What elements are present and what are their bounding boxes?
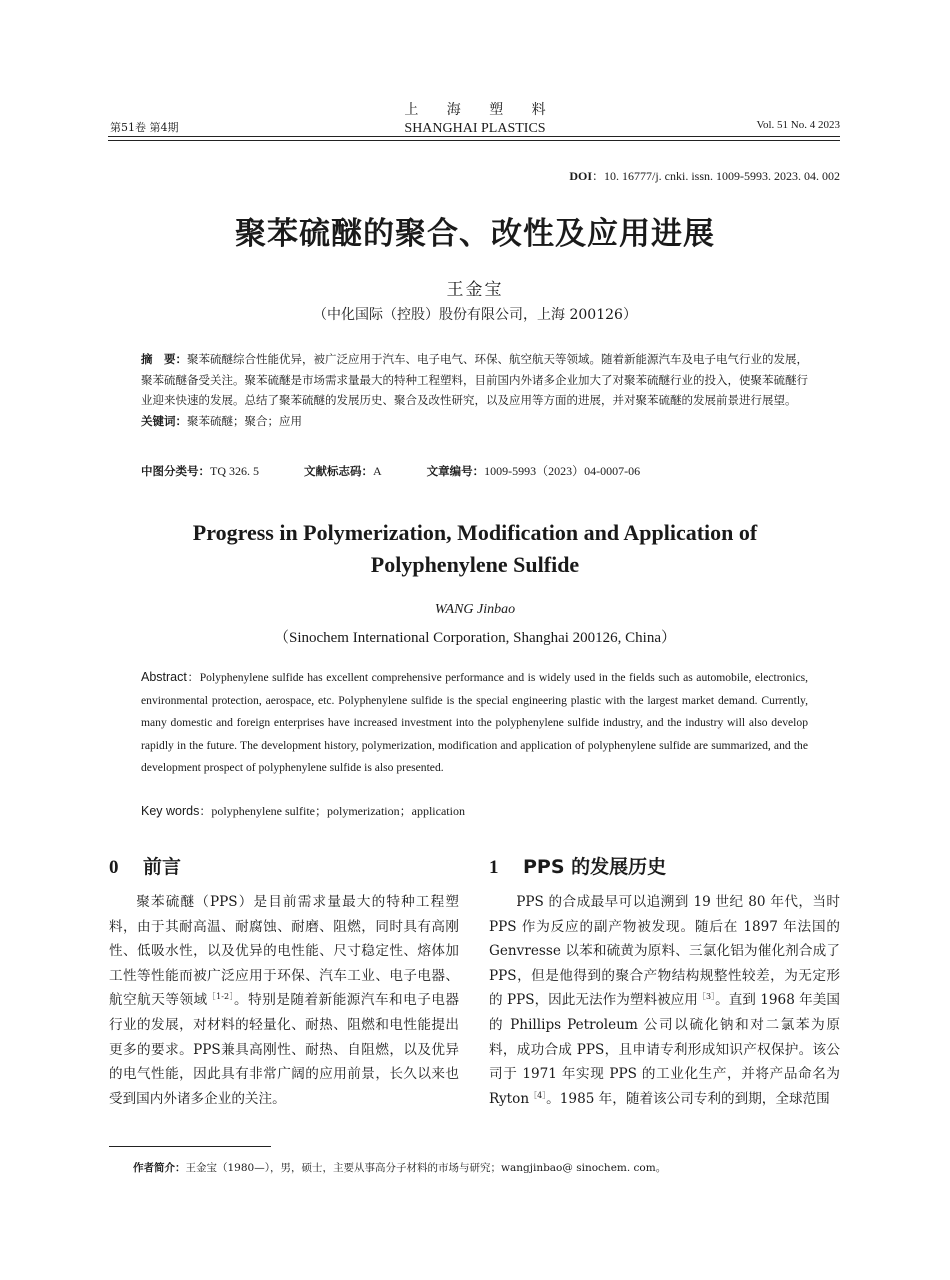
keywords-en-text: ：polyphenylene sulfite；polymerization；application xyxy=(199,804,465,818)
paragraph-text: 。1985 年，随着该公司专利的到期，全球范围 xyxy=(546,1090,830,1107)
article-no-value: 1009-5993（2023）04-0007-06 xyxy=(484,464,641,478)
title-en: Progress in Polymerization, Modification and Application of Polyphenylene Sulfide xyxy=(192,520,758,577)
section-heading-0 xyxy=(109,852,181,879)
classification-line xyxy=(141,462,640,479)
section-number: 1 xyxy=(489,857,499,878)
body-column-right xyxy=(489,890,840,1111)
footnote-label: 作者简介： xyxy=(133,1162,186,1174)
clc-value: TQ 326. 5 xyxy=(210,464,259,478)
abstract-en xyxy=(141,666,808,780)
citation-ref: ［1-2］ xyxy=(207,992,235,1002)
keywords-cn-label: 关键词： xyxy=(141,413,187,428)
paragraph-text: 。直到 1968 年美国的 Phillips Petroleum 公司以硫化钠和对二氯苯为原料，成功合成 PPS，且申请专利形成知识产权保护。该公司于 1971 年实现 PPS 的工业化生产，并将产品命名为 Ryton xyxy=(489,992,841,1107)
journal-name xyxy=(0,99,950,137)
keywords-cn-text: 聚苯硫醚；聚合；应用 xyxy=(187,413,302,428)
journal-name-en: SHANGHAI PLASTICS xyxy=(404,121,546,136)
article-no-label: 文章编号： xyxy=(426,464,485,478)
author-en: WANG Jinbao xyxy=(434,602,516,617)
doi-label: DOI xyxy=(569,169,592,183)
abstract-cn xyxy=(141,349,808,431)
abstract-en-text: ：Polyphenylene sulfide has excellent comprehensive performance and is widely used in the fields such as automobile, electronics, environmental protection, aerospace, etc. Polyphenylene sulfide is the special engineering plastic with the largest market demand. Currently, many domestic and foreign enterprises have increased investment into the polyphenylene sulfide industry, and the industry will also develop rapidly in the future. The development history, polymerization, modification and application of polyphenylene sulfide are summarized, and the development prospect of polyphenylene sulfide is also presented. xyxy=(141,671,808,775)
abstract-cn-label: 摘 要： xyxy=(141,352,187,366)
paragraph-text: 聚苯硫醚（PPS）是目前需求量最大的特种工程塑料，由于其耐高温、耐腐蚀、耐磨、阻燃，同时具有高刚性、低吸水性，以及优异的电性能、尺寸稳定性、熔体加工性等性能而被广泛应用于环保、汽车工业、电子电器、航空航天等领域 xyxy=(109,894,459,1009)
paragraph xyxy=(489,890,840,1111)
citation-ref: ［3］ xyxy=(697,992,716,1002)
affiliation-cn: （中化国际（控股）股份有限公司，上海 200126） xyxy=(313,307,637,323)
keywords-en xyxy=(141,802,465,819)
affiliation-en: （Sinochem International Corporation, Shanghai 200126, China） xyxy=(273,630,677,646)
footnote-author xyxy=(133,1160,666,1175)
body-column-left xyxy=(109,890,459,1111)
doc-code-value: A xyxy=(373,464,382,478)
doc-code-label: 文献标志码： xyxy=(304,464,373,478)
section-title: 前言 xyxy=(143,856,182,878)
header-rule xyxy=(108,136,840,137)
doi xyxy=(569,167,840,184)
paragraph-text: PPS 的合成最早可以追溯到 19 世纪 80 年代，当时 PPS 作为反应的副产物被发现。随后在 1897 年法国的 Genvresse 以苯和硫黄为原料、三氯化铝为催化剂合成了 PPS，但是他得到的聚合产物结构规整性较差，为无定形的 PPS，因此无法作为塑料被应用 xyxy=(489,894,840,1009)
footnote-text: 王金宝（1980—），男，硕士，主要从事高分子材料的市场与研究；wangjinbao@ sinochem. com。 xyxy=(185,1162,667,1174)
section-title: PPS 的发展历史 xyxy=(523,856,667,878)
journal-name-cn: 上 海 塑 料 xyxy=(404,102,558,118)
doi-value: ：10. 16777/j. cnki. issn. 1009-5993. 2023. 04. 002 xyxy=(592,169,840,183)
issue-en: Vol. 51 No. 4 2023 xyxy=(756,119,840,131)
section-heading-1 xyxy=(489,852,666,879)
paragraph-text: 。特别是随着新能源汽车和电子电器行业的发展，对材料的轻量化、耐热、阻燃和电性能提出更多的要求。PPS兼具高刚性、耐热、自阻燃，以及优异的电气性能，因此具有非常广阔的应用前景，长久以来也受到国内外诸多企业的关注。 xyxy=(109,992,460,1107)
header-rule-thin xyxy=(108,140,840,141)
keywords-en-label: Key words xyxy=(141,804,200,818)
abstract-cn-text: 聚苯硫醚综合性能优异，被广泛应用于汽车、电子电气、环保、航空航天等领域。随着新能源汽车及电子电气行业的发展，聚苯硫醚备受关注。聚苯硫醚是市场需求量最大的特种工程塑料，目前国内外诸多企业加大了对聚苯硫醚行业的投入，使聚苯硫醚行业迎来快速的发展。总结了聚苯硫醚的发展历史、聚合及改性研究，以及应用等方面的进展，并对聚苯硫醚的发展前景进行展望。 xyxy=(141,352,808,407)
section-number: 0 xyxy=(109,857,119,878)
paragraph xyxy=(109,890,459,1111)
issue-cn: 第51卷 第4期 xyxy=(110,121,179,134)
clc-label: 中图分类号： xyxy=(141,464,210,478)
keywords-cn xyxy=(141,411,808,432)
abstract-en-label: Abstract xyxy=(141,670,187,684)
title-cn: 聚苯硫醚的聚合、改性及应用进展 xyxy=(235,216,715,252)
citation-ref: ［4］ xyxy=(529,1090,547,1100)
footnote-rule xyxy=(109,1146,271,1147)
author-cn: 王金宝 xyxy=(446,280,504,300)
